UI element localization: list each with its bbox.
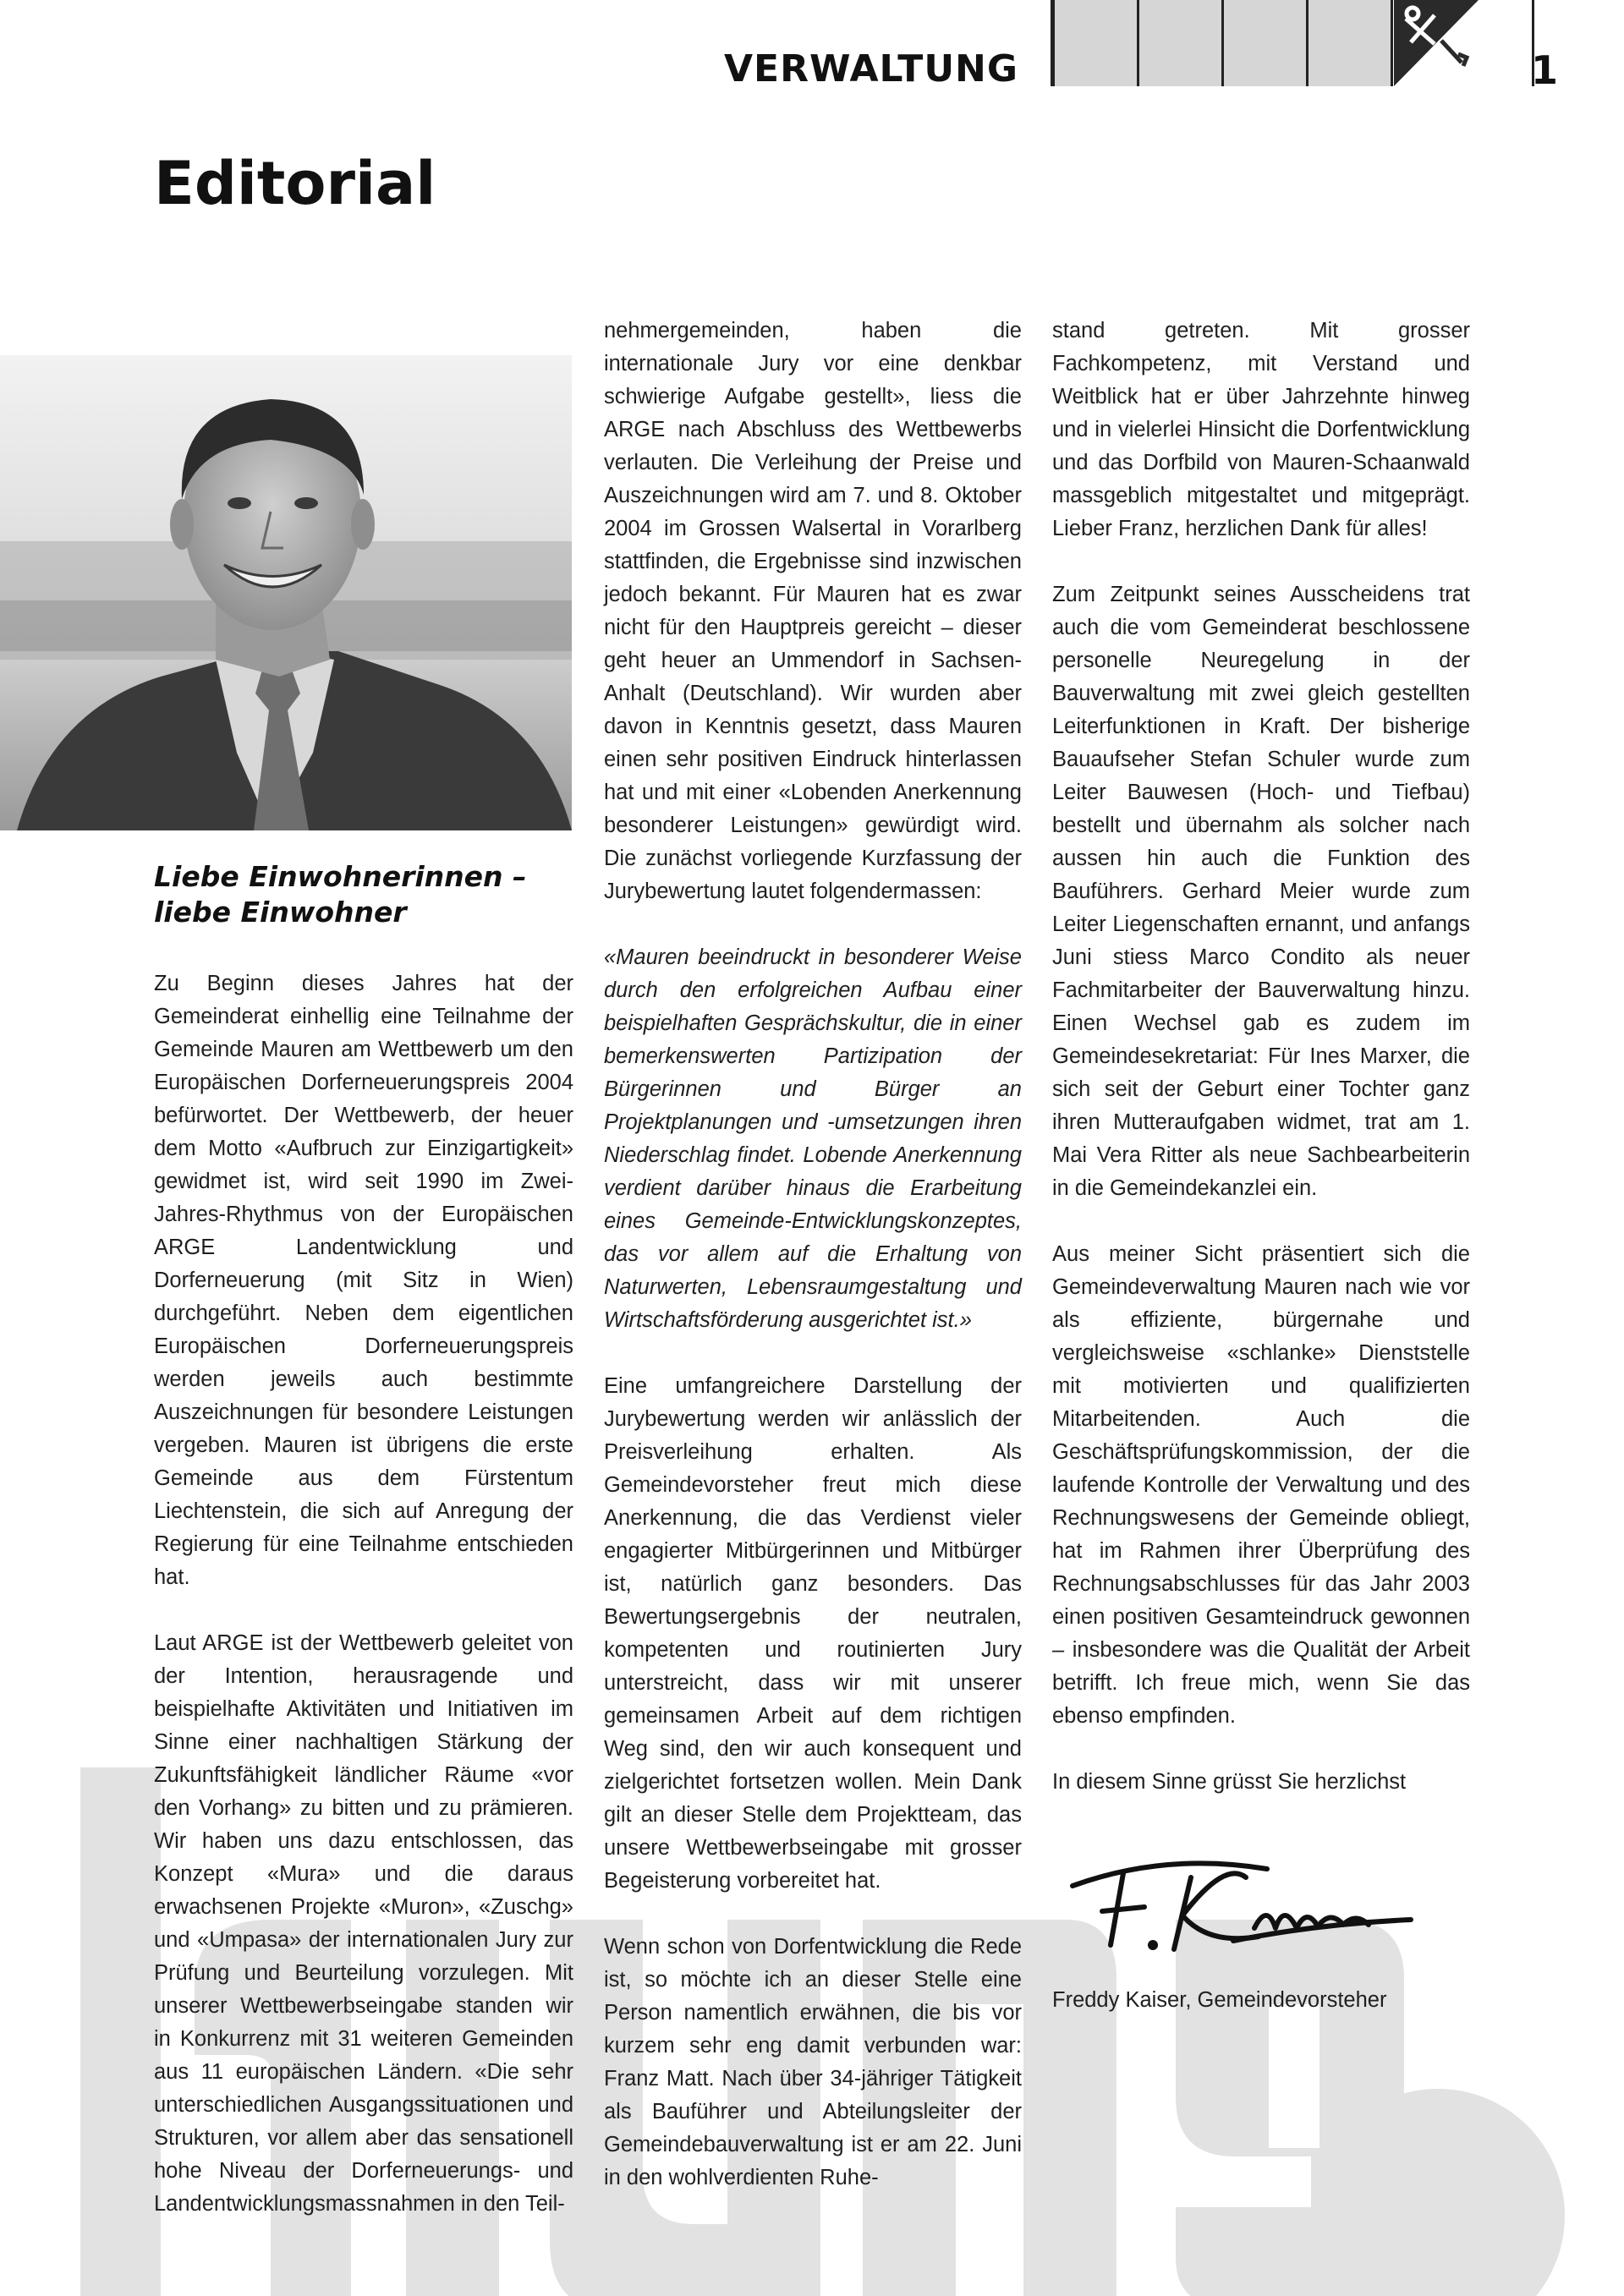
header-grid-cell (1137, 0, 1221, 86)
section-title: VERWALTUNG (723, 47, 1018, 90)
paragraph: Zu Beginn dieses Jahres hat der Gemeinderat einhellig eine Teilnahme der Gemeinde Mauren am Wettbewerb um den Europäischen Dorferneuerungspreis 2004 befürwortet. Der Wettbewerb, der heuer dem Motto «Aufbruch zur Einzigartigkeit» gewidmet ist, wird seit 1990 im Zwei-Jahres-Rhythmus von der Europäischen ARGE Landentwicklung und Dorferneuerung (mit Sitz in Wien) durchgeführt. Neben dem eigentlichen Europäischen Dorferneuerungspreis werden jeweils auch bestimmte Auszeichnungen für besondere Leistungen vergeben. Mauren ist übrigens die erste Gemeinde aus dem Fürstentum Liechtenstein, die sich auf Anregung der Regierung für eine Teilnahme entschieden hat. (154, 972, 573, 1589)
paragraph: Aus meiner Sicht präsentiert sich die Gemeindeverwaltung Mauren nach wie vor als effiziente, bürgernahe und vergleichsweise «schlanke» Dienststelle mit motivierten und qualifizierten Mitarbeitenden. Auch die Geschäftsprüfungskommission, der die laufende Kontrolle der Verwaltung und des Rechnungswesens der Gemeinde obliegt, hat im Rahmen ihrer Überprüfung des Rechnungsabschlusses für das Jahr 2003 einen positiven Gesamteindruck gewonnen – insbesondere was die Qualität der Arbeit betrifft. Ich freue mich, wenn Sie das ebenso empfinden. (1052, 1242, 1470, 1728)
jury-quote: «Mauren beeindruckt in besonderer Weise durch den erfolgreichen Aufbau einer beispielhaften Gesprächskultur, die in einer bemerkenswerten Partizipation der Bürgerinnen und Bürger an Projektplanungen und -umsetzungen ihren Niederschlag findet. Lobende Anerkennung verdient darüber hinaus die Erarbeitung eines Gemeinde-Entwicklungskonzeptes, das vor allem auf die Erhaltung von Naturwerten, Lebensraumgestaltung und Wirtschaftsförderung ausgerichtet ist.» (604, 945, 1022, 1332)
paragraph: stand getreten. Mit grosser Fachkompetenz, mit Verstand und Weitblick hat er über Jahrzehnte hinweg und in vielerlei Hinsicht die Dorfentwicklung und das Dorfbild von Mauren-Schaanwald massgeblich mitgestaltet und mitgeprägt. Lieber Franz, herzlichen Dank für alles! (1052, 319, 1470, 540)
signoff-name: Freddy Kaiser, Gemeindevorsteher (1052, 1988, 1387, 2012)
paragraph: Eine umfangreichere Darstellung der Jurybewertung werden wir anlässlich der Preisverleihung erhalten. Als Gemeindevorsteher freut mich diese Anerkennung, die das Verdienst vieler engagierter Mitbürgerinnen und Mitbürger ist, natürlich ganz besonders. Das Bewertungsergebnis der neutralen, kompetenten und routinierten Jury unterstreicht, dass wir mit unserer gemeinsamen Arbeit auf dem richtigen Weg sind, den wir auch konsequent und zielgerichtet fortsetzen wollen. Mein Dank gilt an dieser Stelle dem Projektteam, das unsere Wettbewerbseingabe mit grosser Begeisterung vorbereitet hat. (604, 1374, 1022, 1893)
paragraph: Laut ARGE ist der Wettbewerb geleitet von der Intention, herausragende und beispielhafte Aktivitäten und Initiativen im Sinne einer nachhaltigen Stärkung der Zukunftsfähigkeit ländlicher Räume «vor den Vorhang» zu bitten und zu prämieren. Wir haben uns dazu entschlossen, das Konzept «Mura» und die daraus erwachsenen Projekte «Muron», «Zuschg» und «Umpasa» der internationalen Jury zur Prüfung und Beurteilung vorzulegen. Mit unserer Wettbewerbseingabe standen wir in Konkurrenz mit 31 weiteren Gemeinden aus 11 europäischen Ländern. «Die sehr unterschiedlichen Ausgangssituationen und Strukturen, vor allem aber das sensationell hohe Niveau der Dorferneuerungs- und Landentwicklungsmassnahmen in den Teil- (154, 1631, 573, 2216)
column-2 (604, 315, 1022, 2228)
header-divider (1051, 0, 1053, 86)
header-grid-cell (1306, 0, 1391, 86)
page-title: Editorial (154, 149, 436, 218)
greeting-heading: Liebe Einwohnerinnen – liebe Einwohner (154, 860, 527, 929)
paragraph: Zum Zeitpunkt seines Ausscheidens trat auch die vom Gemeinderat beschlossene personelle Neuregelung in der Bauverwaltung mit zwei gleich gestellten Leiterfunktionen in Kraft. Der bisherige Bauaufseher Stefan Schuler wurde zum Leiter Bauwesen (Hoch- und Tiefbau) bestellt und übernahm als solcher nach aussen hin auch die Funktion des Bauführers. Gerhard Meier wurde zum Leiter Liegenschaften ernannt, und anfangs Juni stiess Marco Condito als neuer Fachmitarbeiter der Bauverwaltung hinzu. Einen Wechsel gab es zudem im Gemeindesekretariat: Für Ines Marxer, die sich seit der Geburt einer Tochter ganz ihren Mutteraufgaben widmet, trat am 1. Mai Vera Ritter als neue Sachbearbeiterin in die Gemeindekanzlei ein. (1052, 583, 1470, 1200)
tools-icon (1394, 0, 1479, 86)
handwritten-signature (1064, 1844, 1419, 1970)
column-1 (154, 967, 573, 2254)
page-header (0, 0, 1624, 93)
paragraph: Wenn schon von Dorfentwicklung die Rede ist, so möchte ich an dieser Stelle eine Person namentlich erwähnen, die bis vor kurzem sehr eng damit verbunden war: Franz Matt. Nach über 34-jähriger Tätigkeit als Bauführer und Abteilungsleiter der Gemeindebauverwaltung ist er am 22. Juni in den wohlverdienten Ruhe- (604, 1935, 1022, 2189)
page-number: 1 (1531, 47, 1559, 93)
closing-line: In diesem Sinne grüsst Sie herzlichst (1052, 1770, 1407, 1794)
header-grid (1052, 0, 1577, 86)
header-grid-cell (1221, 0, 1306, 86)
column-3 (1052, 315, 1470, 2050)
header-grid-cell (1052, 0, 1137, 86)
portrait-photo (0, 355, 572, 830)
header-grid-cell (1475, 0, 1534, 86)
paragraph: nehmergemeinden, haben die internationale Jury vor eine denkbar schwierige Aufgabe gestellt», liess die ARGE nach Abschluss des Wettbewerbs verlauten. Die Verleihung der Preise und Auszeichnungen wird am 7. und 8. Oktober 2004 im Grossen Walsertal in Vorarlberg stattfinden, die Ergebnisse sind inzwischen jedoch bekannt. Für Mauren hat es zwar nicht für den Hauptpreis gereicht – dieser geht heuer an Ummendorf in Sachsen-Anhalt (Deutschland). Wir wurden aber davon in Kenntnis gesetzt, dass Mauren einen sehr positiven Eindruck hinterlassen hat und mit einer «Lobenden Anerkennung besonderer Leistungen» gewürdigt wird. Die zunächst vorliegende Kurzfassung der Jurybewertung lautet folgendermassen: (604, 319, 1022, 903)
